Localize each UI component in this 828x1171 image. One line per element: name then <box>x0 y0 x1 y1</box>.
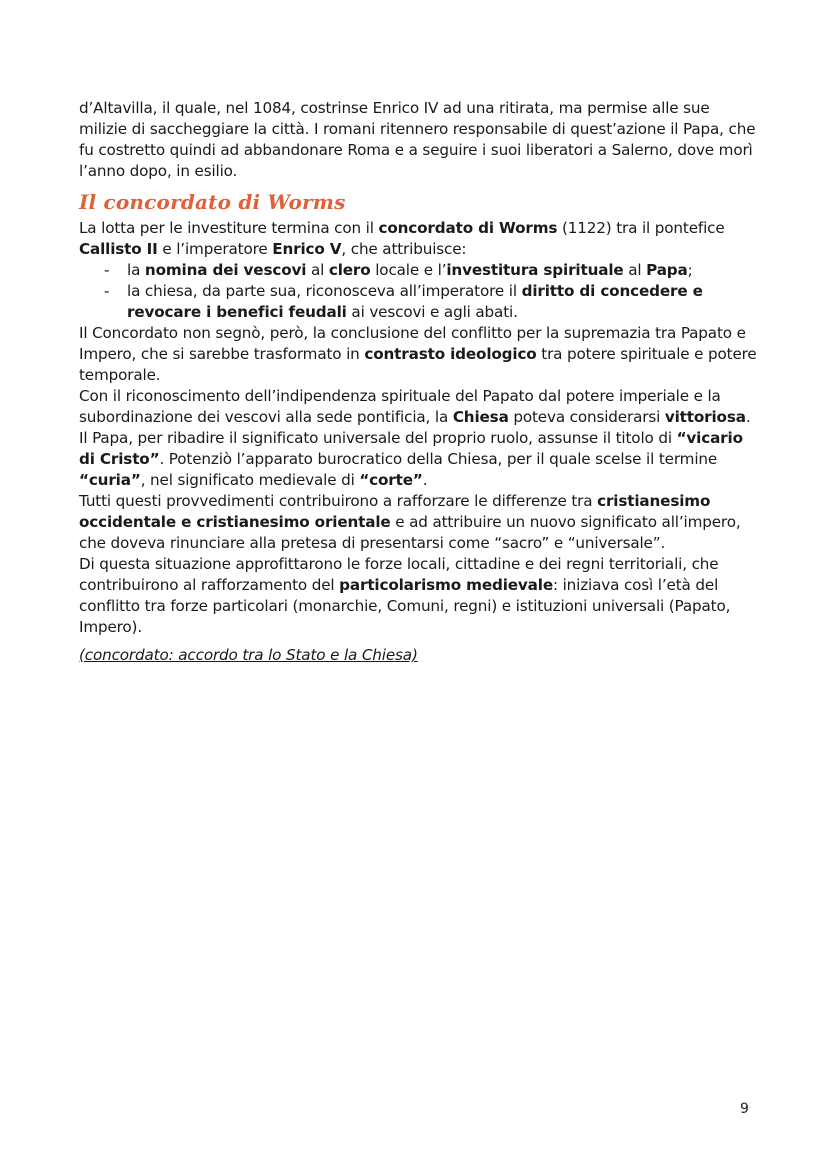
page-number: 9 <box>740 1101 749 1117</box>
paragraph-conflict: Il Concordato non segnò, però, la conclusione del conflitto per la supremazia tra Papato e Impero, che si sarebbe trasformato in contrasto ideologico tra potere spirituale e potere temporale. <box>79 324 757 384</box>
document-page <box>79 98 759 681</box>
paragraph-particularism: Di questa situazione approfittarono le forze locali, cittadine e dei regni territoriali, che contribuirono al rafforzamento del particolarismo medievale: iniziava così l’età del conflitto tra forze particolari (monarchie, Comuni, regni) e istituzioni universali (Papato, Impero). <box>79 555 731 636</box>
dash-bullet: - <box>104 261 110 279</box>
section-heading: Il concordato di Worms <box>79 190 346 214</box>
list-item: - la chiesa, da parte sua, riconosceva all’imperatore il diritto di concedere e revocare i benefici feudali ai vescovi e agli abati. <box>104 282 703 321</box>
list-item: - la nomina dei vescovi al clero locale e l’investitura spirituale al Papa; <box>104 261 693 279</box>
dash-bullet: - <box>104 282 110 300</box>
definition-note: (concordato: accordo tra lo Stato e la Chiesa) <box>79 646 418 664</box>
paragraph-concordat-intro: La lotta per le investiture termina con il concordato di Worms (1122) tra il pontefice Callisto II e l’imperatore Enrico V, che attribuisce: <box>79 219 725 258</box>
intro-paragraph: d’Altavilla, il quale, nel 1084, costrinse Enrico IV ad una ritirata, ma permise alle sue milizie di saccheggiare la città. I romani ritennero responsabile di quest’azione il Papa, che fu costretto quindi ad abbandonare Roma e a seguire i suoi liberatori a Salerno, dove morì l’anno dopo, in esilio. <box>79 99 756 180</box>
paragraph-christianity-split: Tutti questi provvedimenti contribuirono a rafforzare le differenze tra cristianesimo occidentale e cristianesimo orientale e ad attribuire un nuovo significato all’impero, che doveva rinunciare alla pretesa di presentarsi come “sacro” e “universale”. <box>79 492 741 552</box>
paragraph-church-victory: Con il riconoscimento dell’indipendenza spirituale del Papato dal potere imperiale e la subordinazione dei vescovi alla sede pontificia, la Chiesa poteva considerarsi vittoriosa. <box>79 387 751 426</box>
attribution-list <box>79 260 759 323</box>
paragraph-vicar-of-christ: Il Papa, per ribadire il significato universale del proprio ruolo, assunse il titolo di “vicario di Cristo”. Potenziò l’apparato burocratico della Chiesa, per il quale scelse il termine “curia”, nel significato medievale di “corte”. <box>79 429 743 489</box>
